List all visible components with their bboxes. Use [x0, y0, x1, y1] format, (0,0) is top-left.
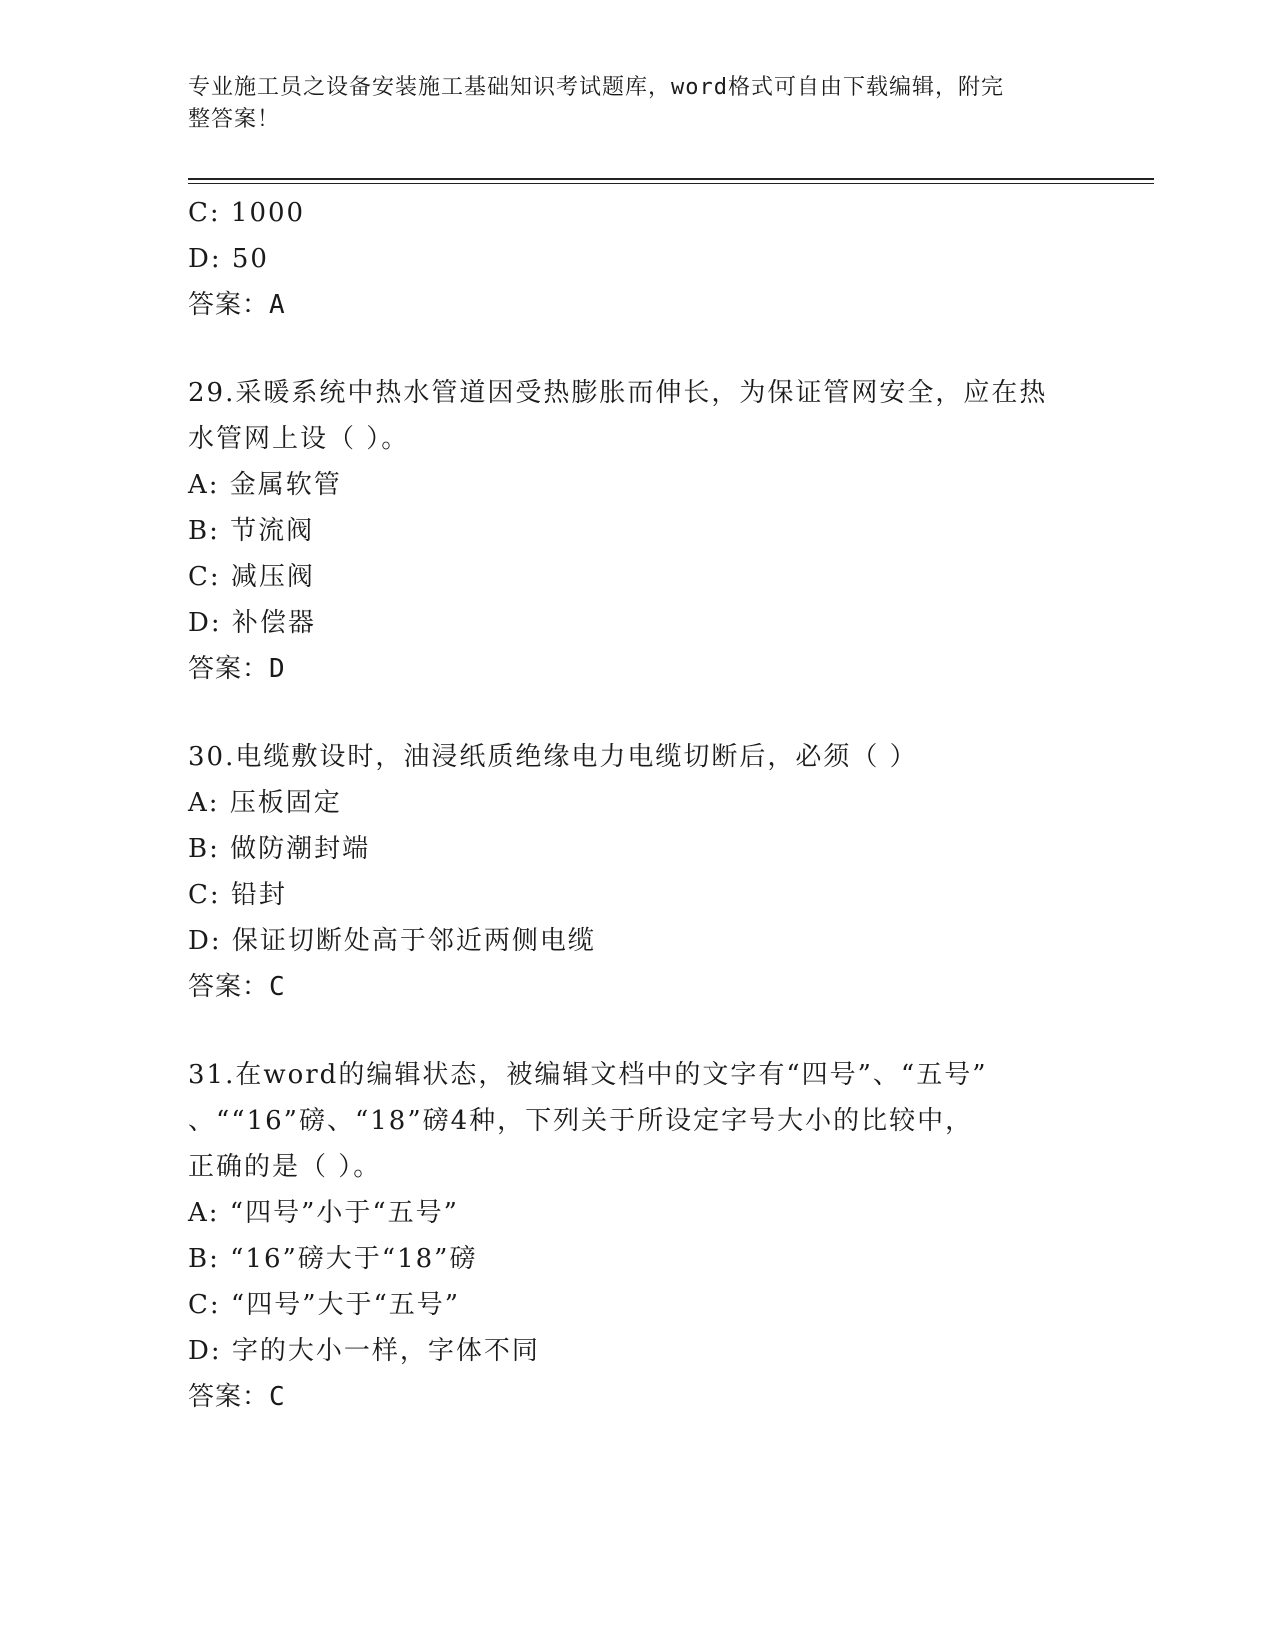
option-b: B: 做防潮封端	[188, 834, 371, 864]
answer-line: 答案：A	[188, 290, 286, 320]
option-b: B: 节流阀	[188, 516, 315, 546]
answer-line: 答案：C	[188, 972, 286, 1002]
question-stem-line: 29.采暖系统中热水管道因受热膨胀而伸长，为保证管网安全，应在热	[188, 378, 1048, 408]
option-d: D: 保证切断处高于邻近两侧电缆	[188, 926, 596, 956]
document-header	[188, 72, 1088, 136]
question-29	[188, 370, 1088, 692]
question-stem-line: 水管网上设（ ）。	[188, 424, 410, 454]
option-d: D: 补偿器	[188, 608, 316, 638]
spacer	[188, 328, 1088, 370]
header-divider-thin	[188, 183, 1154, 184]
question-28-tail	[188, 190, 1088, 328]
option-c: C: 1000	[188, 198, 306, 228]
header-divider-thick	[188, 178, 1154, 180]
answer-line: 答案：D	[188, 654, 286, 684]
question-stem-line: 30.电缆敷设时，油浸纸质绝缘电力电缆切断后，必须（ ）	[188, 742, 918, 772]
option-c: C: 减压阀	[188, 562, 315, 592]
option-d: D: 字的大小一样，字体不同	[188, 1336, 540, 1366]
question-stem-line: 31.在word的编辑状态，被编辑文档中的文字有“四号”、“五号”	[188, 1060, 988, 1090]
question-stem-line: 、““16”磅、“18”磅4种，下列关于所设定字号大小的比较中，	[188, 1106, 974, 1136]
spacer	[188, 1010, 1088, 1052]
option-c: C: 铅封	[188, 880, 287, 910]
option-a: A: 压板固定	[188, 788, 342, 818]
question-31	[188, 1052, 1088, 1420]
option-a: A: “四号”小于“五号”	[188, 1198, 459, 1228]
option-b: B: “16”磅大于“18”磅	[188, 1244, 478, 1274]
option-c: C: “四号”大于“五号”	[188, 1290, 461, 1320]
option-a: A: 金属软管	[188, 470, 342, 500]
spacer	[188, 692, 1088, 734]
option-d: D: 50	[188, 244, 269, 274]
question-content	[188, 190, 1088, 1420]
answer-line: 答案：C	[188, 1382, 286, 1412]
question-30	[188, 734, 1088, 1010]
header-line-2: 整答案！	[188, 107, 281, 132]
header-line-1: 专业施工员之设备安装施工基础知识考试题库，word格式可自由下载编辑，附完	[188, 75, 1004, 100]
question-stem-line: 正确的是（ ）。	[188, 1152, 382, 1182]
